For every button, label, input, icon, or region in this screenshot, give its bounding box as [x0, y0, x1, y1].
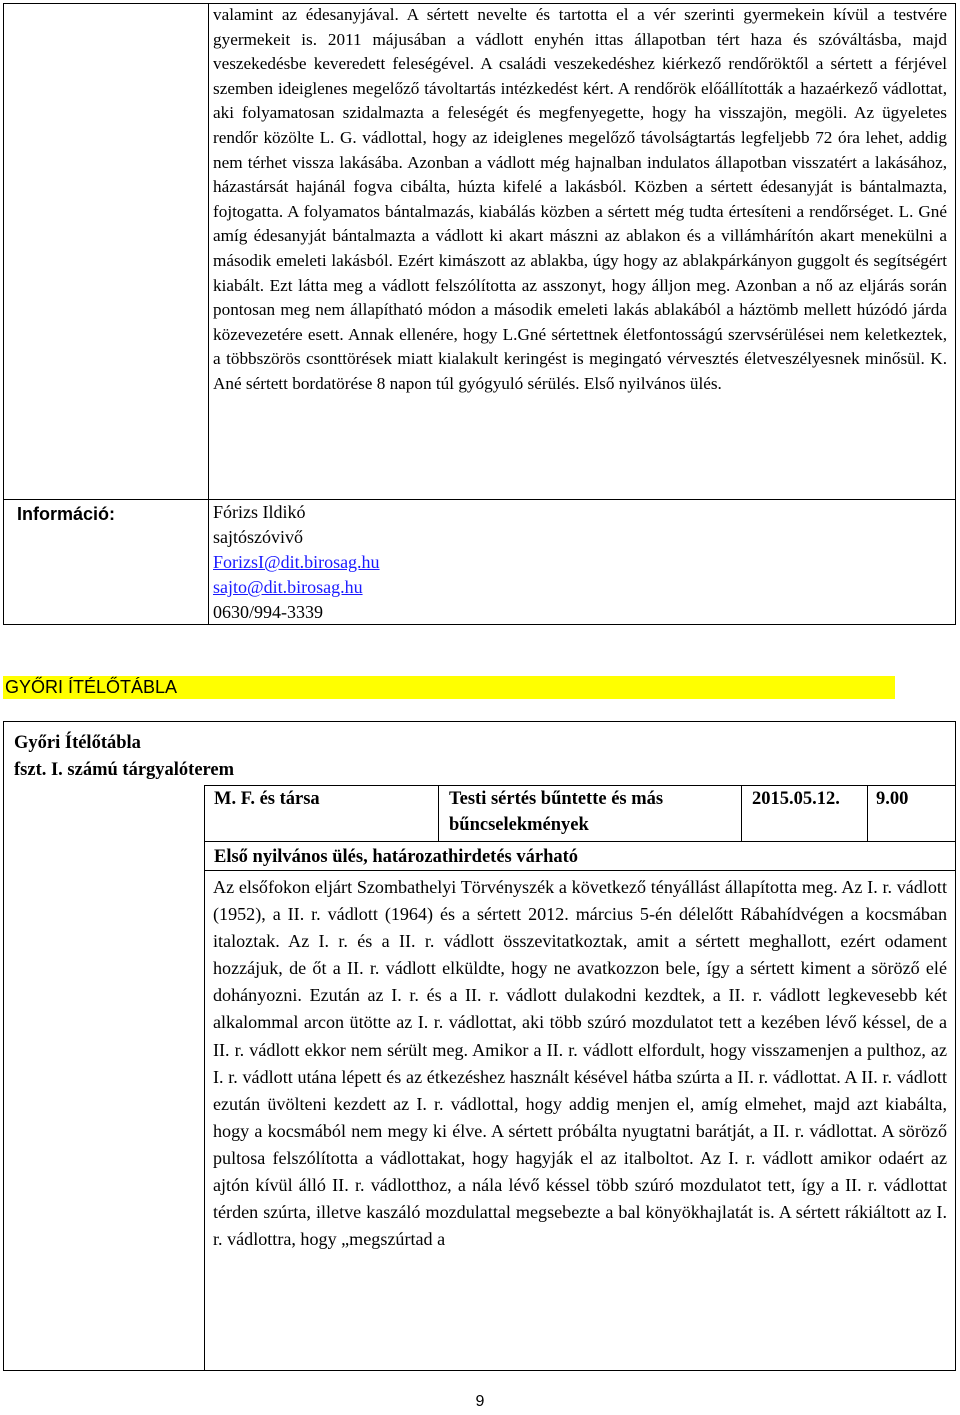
- contact-email-link-2[interactable]: sajto@dit.birosag.hu: [213, 577, 363, 597]
- case-parties: M. F. és társa: [214, 789, 320, 809]
- court-heading: [14, 730, 234, 784]
- court-section-banner: GYŐRI ÍTÉLŐTÁBLA: [3, 676, 895, 699]
- case-charge: Testi sértés bűntette és más bűncselekmények: [449, 789, 664, 835]
- press-contact: [213, 500, 380, 625]
- contact-name: Fórizs Ildikó: [213, 502, 306, 522]
- court-room: fszt. I. számú tárgyalóterem: [14, 760, 235, 780]
- hearing-type: Első nyilvános ülés, határozathirdetés várható: [214, 847, 579, 867]
- case-facts: Az elsőfokon eljárt Szombathelyi Törvényszék a következő tényállást állapította meg. Az I. r. vádlott (1952), a II. r. vádlott (1964) és a sértett 2012. március 5-én délelőtt Rábahídvégen a kocsmában italoztak. Az I. r. és a II. r. vádlott összevitatkoztak, amit a sértett meghallott, ezért odament hozzájuk, de őt a II. r. vádlott elküldte, hogy ne avatkozzon bele, így a sértett kiment a söröző elé dohányozni. Ezután az I. r. és a II. r. vádlott dulakodni kezdtek, a II. r. vádlott legkevesebb két alkalommal arcon ütötte az I. r. vádlottat, aki több szúró mozdulatot tett a kezében lévő késsel, de a II. r. vádlott ekkor nem sérült meg. Amikor a II. r. vádlott elfordult, hogy visszamenjen a pulthoz, az I. r. vádlott utána lépett és az étkezéshez használt késével hátba szúrta a II. r. vádlottat. A II. r. vádlott ezután üvölteni kezdett az I. r. vádlottal, hogy addig menjen el, amíg elmehet, majd azt kiabálta, hogy a kocsmából nem megy ki élve. A sértett próbálta nyugtatni barátját, a II. r. vádlottat. A söröző pultosa felszólította a vádlottakat, hogy hagyják el az italboltot. Az I. r. vádlott amikor odaért az ajtón kívül álló II. r. vádlotthoz, a nála lévő késsel több szúró mozdulatot tett, így a II. r. vádlottat térden szúrta, illetve kaszáló mozdulattal megsebezte a bal könyökhajlatát is. A sértett rákiáltott az I. r. vádlottra, hogy „megszúrtad a: [213, 877, 947, 1250]
- contact-role: sajtószóvivő: [213, 527, 303, 547]
- case-description-continued: valamint az édesanyjával. A sértett nevelte és tartotta el a vér szerinti gyermekein kívül a testvére gyermekeit is. 2011 májusában a vádlott enyhén ittas állapotban tért haza és szóváltásba, majd veszekedésbe keveredett feleségével. A családi veszekedéshez kiérkező rendőröktől a sértett a férjével szemben ideiglenes megelőző távoltartás intézkedést kért. A rendőrök előállították a hazaérkező vádlottat, aki folyamatosan szidalmazta a feleségét és megfenyegette, hogy ha visszajön, megöli. Az ügyeletes rendőr közölte L. G. vádlottal, hogy az ideiglenes megelőző távolságtartás legfeljebb 72 óra lehet, addig nem térhet vissza lakásába. Azonban a vádlott még hajnalban indulatos állapotban visszatért a lakásához, házastársát hajánál fogva cibálta, húzta kifelé a lakásból. Közben a sértett édesanyját is bántalmazta, fojtogatta. A folyamatos bántalmazás, kiabálás közben a sértett még tudta értesíteni a rendőrséget. L. Gné amíg édesanyját bántalmazta a vádlott ki akart mászni az ablakon és a villámhárítón akart menekülni a második emeleti lakásból. Ezért kimászott az ablakba, úgy hogy az ablakpárkányon guggolt és segítségért kiabált. Ezt látta meg a vádlott felszólította az asszonyt, hogy álljon meg. Azonban a nő az eljárás során pontosan meg nem állapítható módon a második emeleti lakás ablakából a háztömb mellett húzódó járda közevezetére esett. Annak ellenére, hogy L.Gné sértettnek életfontosságú szervsérülései nem keletkeztek, a többszörös csonttörések miatt kialakult keringést is megingató vérvesztés életveszélyesnek minősül. K. Ané sértett bordatörése 8 napon túl gyógyuló sérülés. Első nyilvános ülés.: [213, 5, 947, 393]
- info-label: Információ:: [17, 504, 116, 524]
- contact-email-link-1[interactable]: ForizsI@dit.birosag.hu: [213, 552, 380, 572]
- case-time: 9.00: [876, 789, 909, 809]
- row-divider: [4, 499, 955, 500]
- case-date: 2015.05.12.: [752, 789, 840, 809]
- column-divider: [208, 4, 209, 624]
- page-number: 9: [475, 1393, 485, 1410]
- court-name: Győri Ítélőtábla: [14, 733, 141, 753]
- contact-phone: 0630/994-3339: [213, 602, 323, 622]
